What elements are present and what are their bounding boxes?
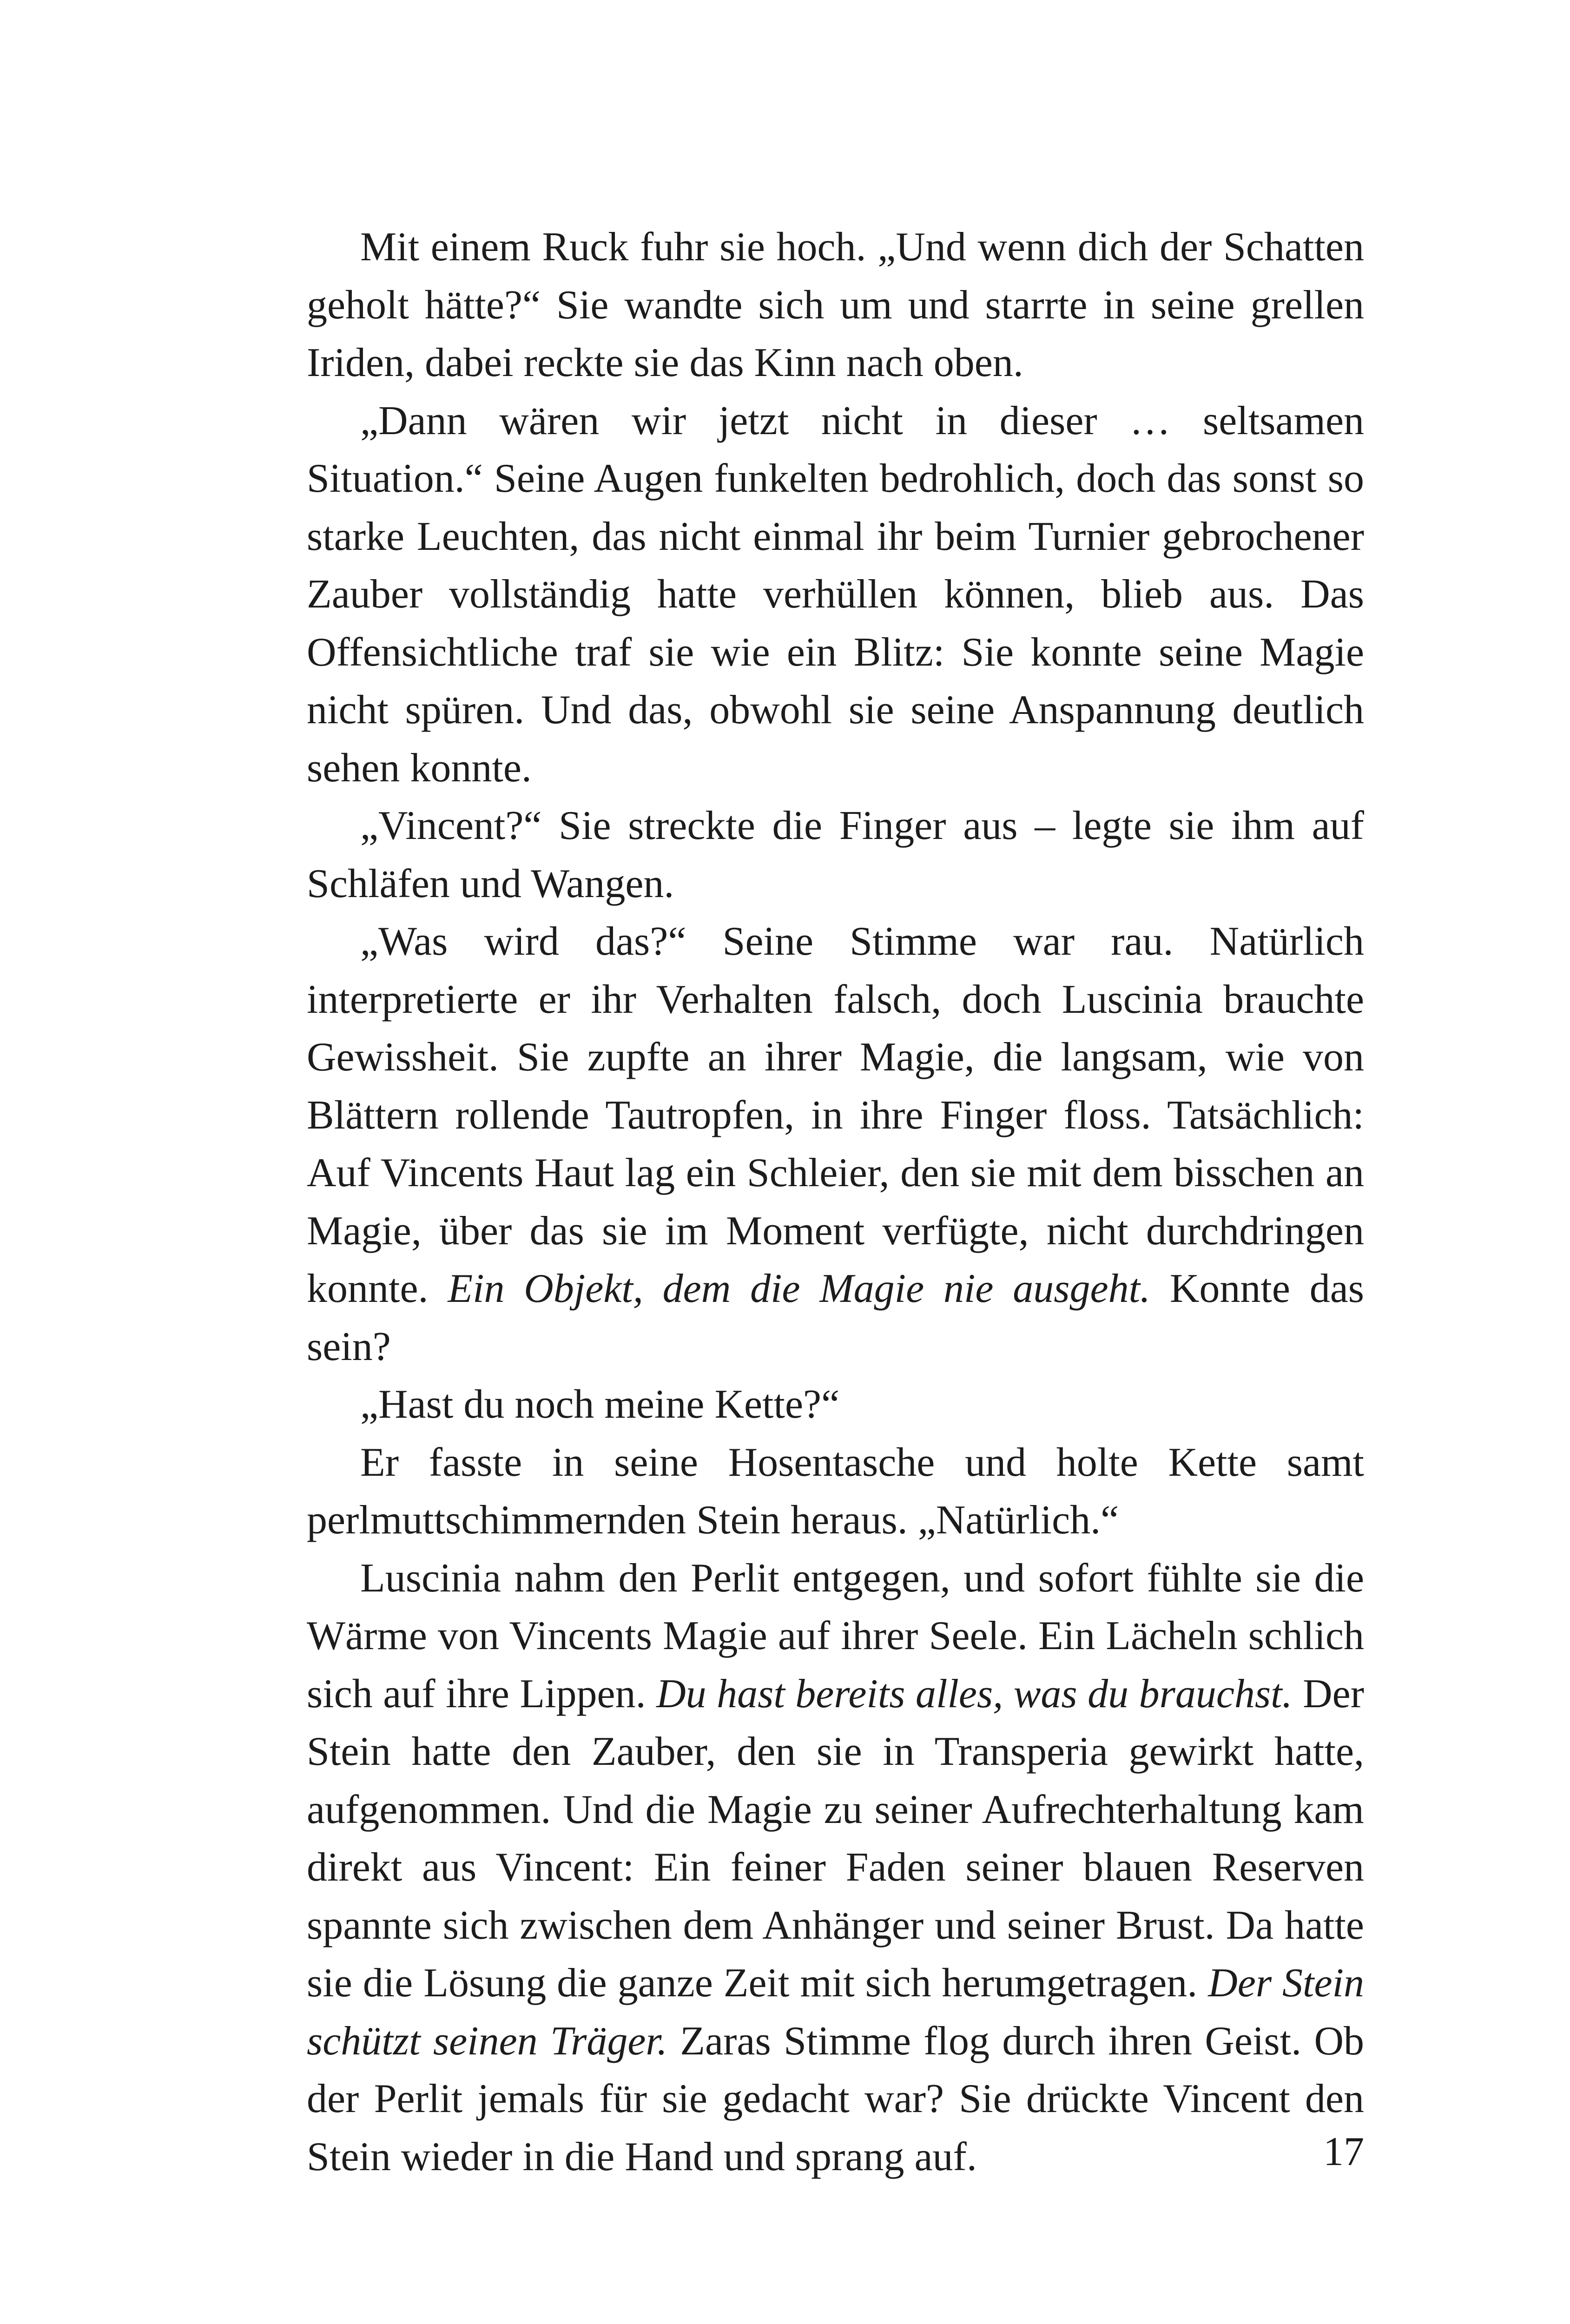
paragraph-4-italic-thought: Ein Objekt, dem die Magie nie ausgeht. [448, 1266, 1151, 1311]
paragraph-2 [307, 392, 1364, 798]
paragraph-5 [307, 1376, 1364, 1434]
paragraph-3 [307, 797, 1364, 913]
paragraph-1-text: Mit einem Ruck fuhr sie hoch. „Und wenn dich der Schatten geholt hätte?“ Sie wandte sich um und starrte in seine grellen Iriden, dabei reckte sie das Kinn nach oben. [307, 224, 1364, 385]
page-body [307, 218, 1364, 2186]
paragraph-7-italic-thought-2: Der Stein schützt seinen Träger. [307, 1961, 1364, 2064]
paragraph-2-text: „Dann wären wir jetzt nicht in dieser … seltsamen Situation.“ Seine Augen funkelten bedrohlich, doch das sonst so starke Leuchten, das nicht einmal ihr beim Turnier gebrochener Zauber vollständig hatte verhüllen können, blieb aus. Das Offensichtliche traf sie wie ein Blitz: Sie konnte seine Magie nicht spüren. Und das, obwohl sie seine Anspannung deutlich sehen konnte. [307, 398, 1364, 791]
paragraph-6 [307, 1434, 1364, 1550]
paragraph-7-text-b: Der Stein hatte den Zauber, den sie in Transperia gewirkt hatte, aufgenommen. Und die Magie zu seiner Aufrechterhaltung kam direkt aus Vincent: Ein feiner Faden seiner blauen Reserven spannte sich zwischen dem Anhänger und seiner Brust. Da hatte sie die Lösung die ganze Zeit mit sich herumgetragen. [307, 1671, 1364, 2006]
paragraph-7 [307, 1550, 1364, 2186]
paragraph-7-italic-thought-1: Du hast bereits alles, was du brauchst. [656, 1671, 1293, 1717]
paragraph-4-text-b: Konnte das sein? [307, 1266, 1364, 1369]
paragraph-7-text-a: Luscinia nahm den Perlit entgegen, und sofort fühlte sie die Wärme von Vincents Magie auf ihrer Seele. Ein Lächeln schlich sich auf ihre Lippen. [307, 1555, 1364, 1717]
paragraph-4-text-a: „Was wird das?“ Seine Stimme war rau. Natürlich interpretierte er ihr Verhalten falsch, doch Luscinia brauchte Gewissheit. Sie zupfte an ihrer Magie, die langsam, wie von Blättern rollende Tautropfen, in ihre Finger floss. Tatsächlich: Auf Vincents Haut lag ein Schleier, den sie mit dem bisschen an Magie, über das sie im Moment verfügte, nicht durchdringen konnte. [307, 919, 1364, 1311]
paragraph-6-text: Er fasste in seine Hosentasche und holte Kette samt perlmuttschimmernden Stein heraus. „Natürlich.“ [307, 1439, 1364, 1543]
page-number: 17 [1323, 2129, 1364, 2174]
paragraph-1 [307, 218, 1364, 392]
paragraph-3-text: „Vincent?“ Sie streckte die Finger aus – legte sie ihm auf Schläfen und Wangen. [307, 803, 1364, 906]
paragraph-7-text-c: Zaras Stimme flog durch ihren Geist. Ob der Perlit jemals für sie gedacht war? Sie drückte Vincent den Stein wieder in die Hand und sprang auf. [307, 2018, 1364, 2179]
paragraph-4 [307, 913, 1364, 1376]
paragraph-5-text: „Hast du noch meine Kette?“ [360, 1382, 840, 1427]
